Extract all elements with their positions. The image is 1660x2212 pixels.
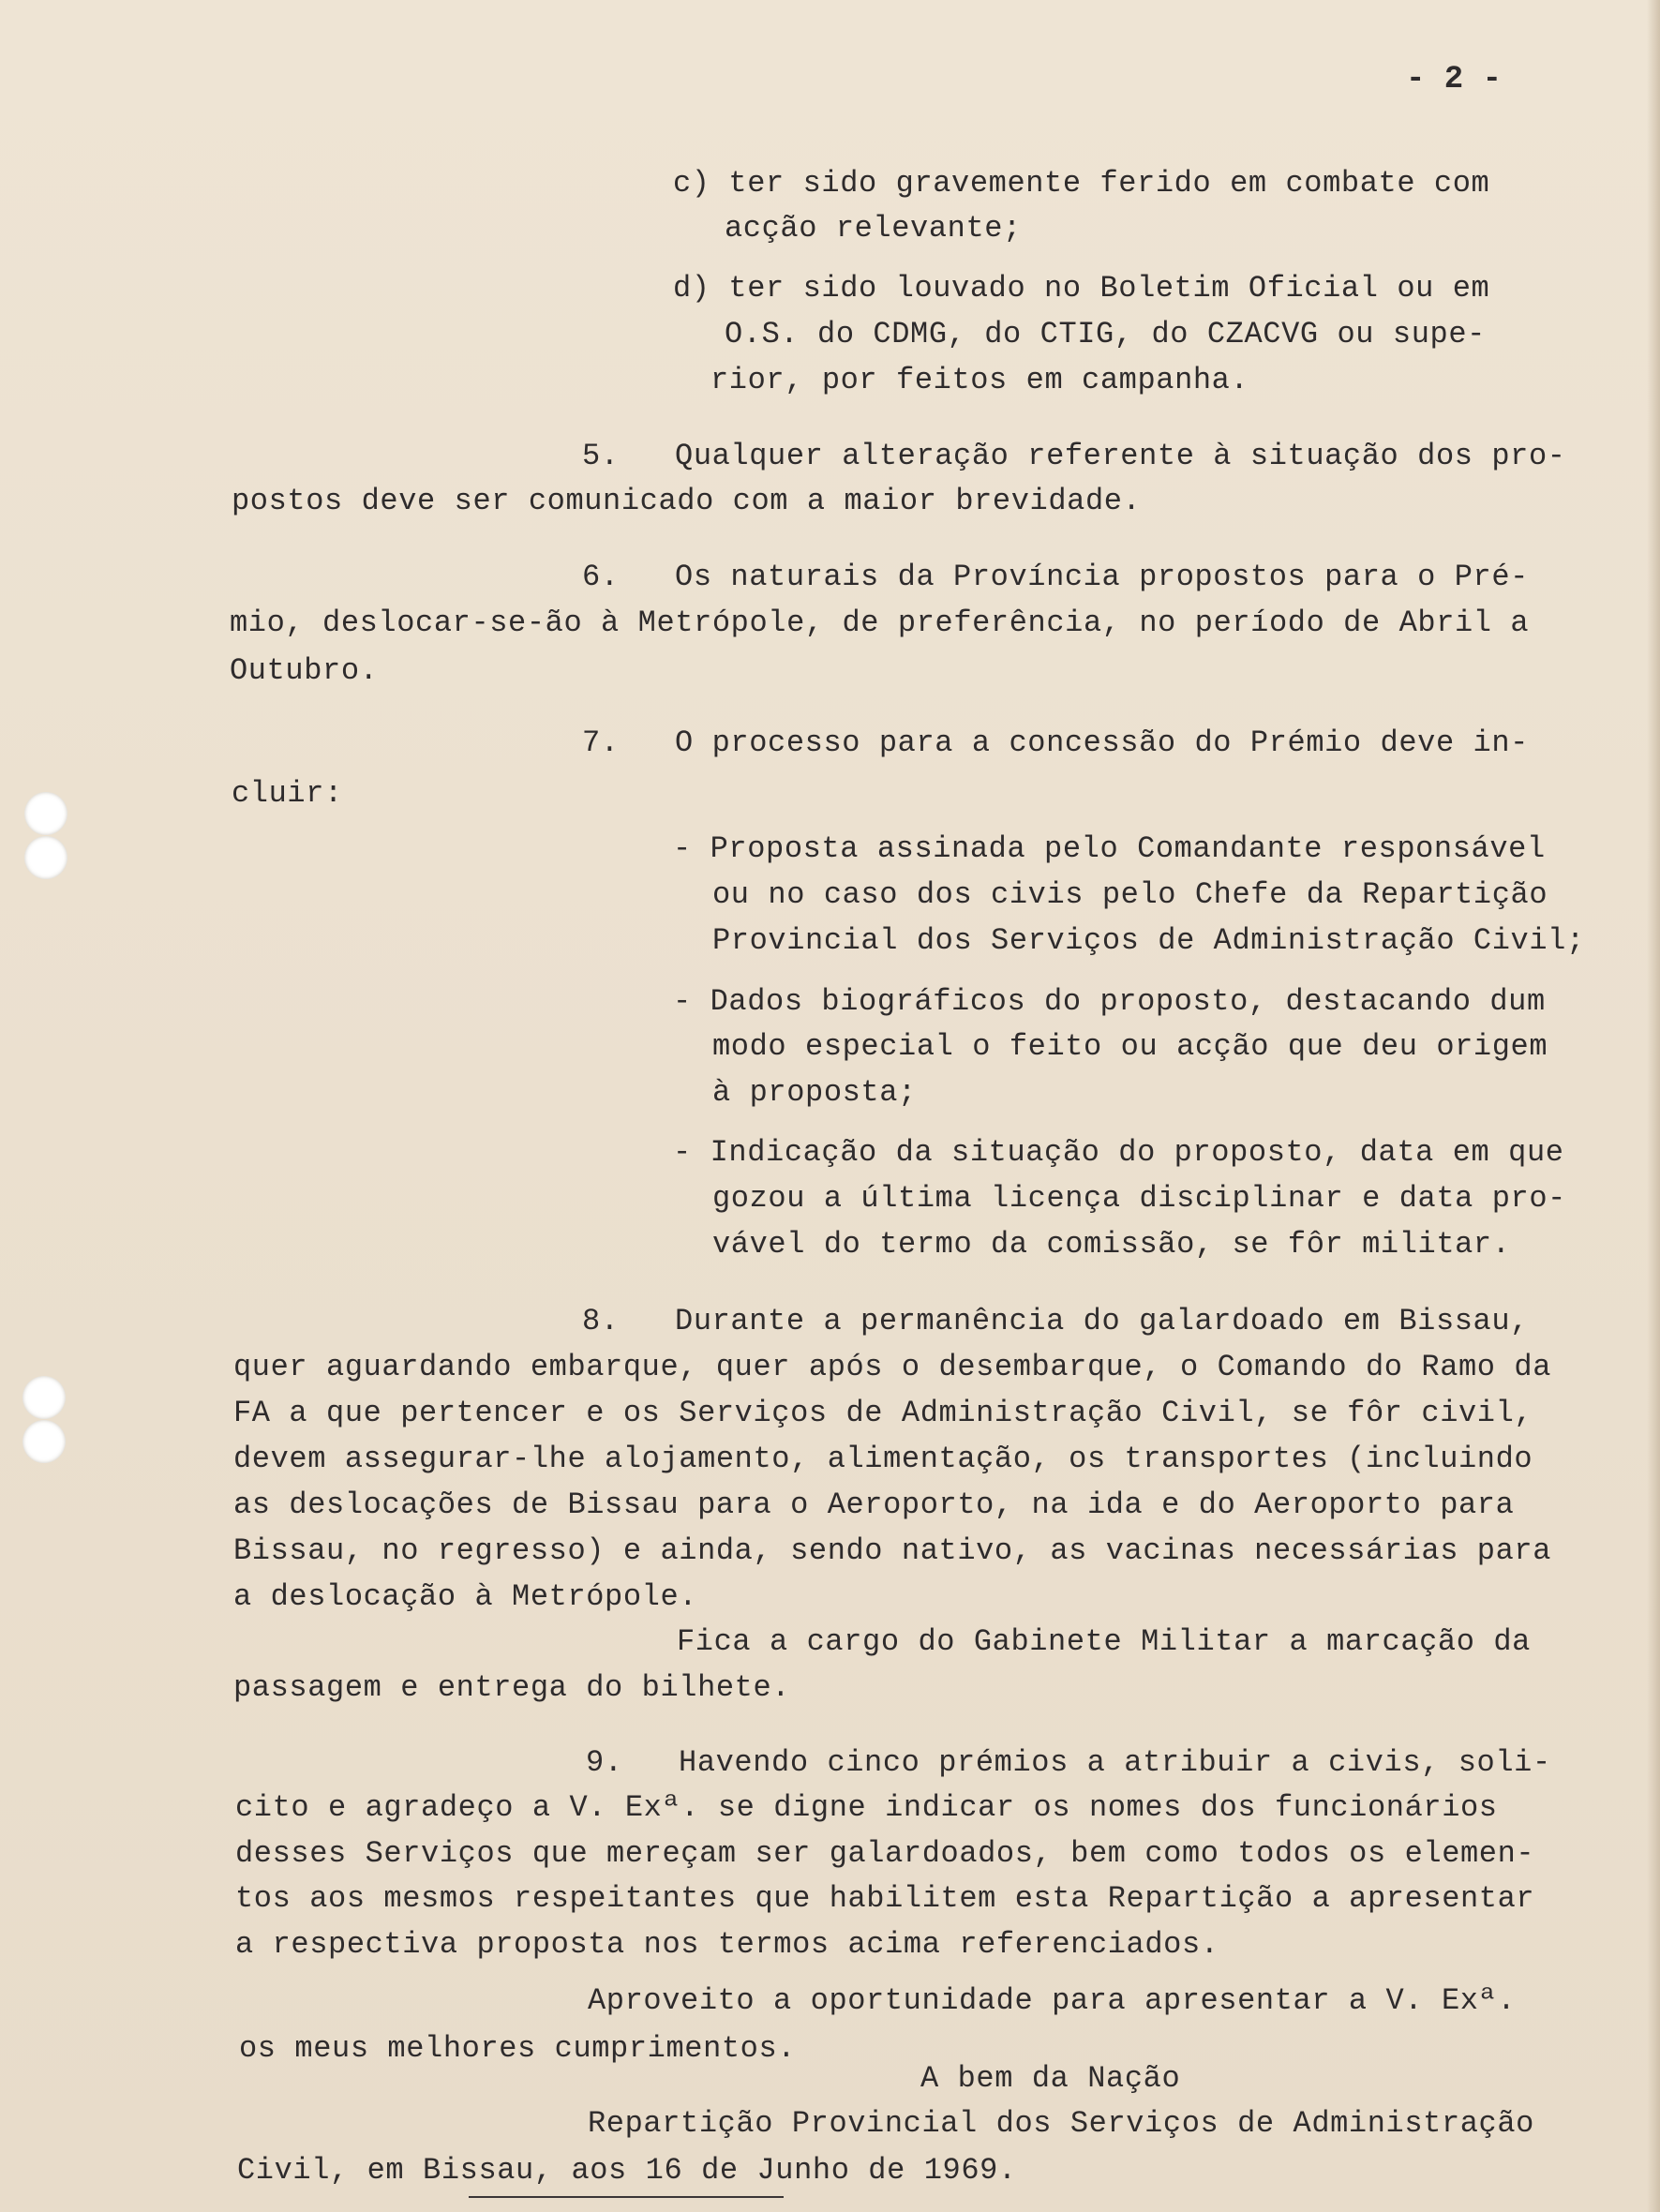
- bullet-2-line-2: modo especial o feito ou acção que deu origem: [712, 1029, 1548, 1064]
- punch-hole-2: [24, 836, 67, 879]
- bullet-1-line-2: ou no caso dos civis pelo Chefe da Repartição: [712, 877, 1548, 912]
- bullet-2-line-1: - Dados biográficos do proposto, destacando dum: [673, 984, 1546, 1019]
- closing-line-2: os meus melhores cumprimentos.: [239, 2031, 797, 2066]
- paragraph-7-line-1: 7. O processo para a concessão do Prémio deve in-: [582, 725, 1529, 760]
- bullet-2-line-3: à proposta;: [712, 1075, 917, 1110]
- bullet-1-line-3: Provincial dos Serviços de Administração Civil;: [712, 923, 1585, 958]
- punch-hole-3: [22, 1376, 66, 1419]
- paragraph-9-line-5: a respectiva proposta nos termos acima referenciados.: [235, 1927, 1219, 1962]
- closing-line-4: Repartição Provincial dos Serviços de Administração: [588, 2106, 1534, 2141]
- paragraph-8-line-1: 8. Durante a permanência do galardoado em Bissau,: [582, 1304, 1529, 1338]
- punch-hole-1: [24, 792, 67, 835]
- bullet-3-line-1: - Indicação da situação do proposto, data em que: [673, 1135, 1564, 1170]
- bullet-3-line-2: gozou a última licença disciplinar e data pro-: [712, 1181, 1566, 1216]
- paragraph-6-line-3: Outubro.: [230, 653, 379, 688]
- paragraph-6-line-2: mio, deslocar-se-ão à Metrópole, de preferência, no período de Abril a: [230, 605, 1530, 640]
- item-d-line-2: O.S. do CDMG, do CTIG, do CZACVG ou supe-: [725, 317, 1486, 351]
- paragraph-8-line-6: Bissau, no regresso) e ainda, sendo nativo, as vacinas necessárias para: [233, 1533, 1552, 1568]
- page-number: - 2 -: [1406, 62, 1503, 97]
- paragraph-8-line-9: passagem e entrega do bilhete.: [233, 1670, 791, 1705]
- closing-line-1: Aproveito a oportunidade para apresentar a V. Exª.: [588, 1983, 1517, 2018]
- paragraph-9-line-4: tos aos mesmos respeitantes que habilitem esta Repartição a apresentar: [235, 1881, 1535, 1916]
- paragraph-8-line-8: Fica a cargo do Gabinete Militar a marcação da: [677, 1624, 1531, 1659]
- paragraph-8-line-7: a deslocação à Metrópole.: [233, 1579, 698, 1614]
- paragraph-8-line-3: FA a que pertencer e os Serviços de Administração Civil, se fôr civil,: [233, 1396, 1533, 1430]
- page-edge-shadow: [1647, 0, 1660, 2212]
- paragraph-8-line-4: devem assegurar-lhe alojamento, alimentação, os transportes (incluindo: [233, 1442, 1533, 1476]
- paragraph-6-line-1: 6. Os naturais da Província propostos para o Pré-: [582, 560, 1529, 594]
- closing-line-5: Civil, em Bissau, aos 16 de Junho de 1969.: [237, 2153, 1017, 2188]
- item-c-line-1: c) ter sido gravemente ferido em combate com: [673, 166, 1490, 201]
- paragraph-9-line-1: 9. Havendo cinco prémios a atribuir a civis, soli-: [586, 1745, 1551, 1780]
- item-c-line-2: acção relevante;: [725, 211, 1022, 246]
- item-d-line-1: d) ter sido louvado no Boletim Oficial ou em: [673, 271, 1490, 306]
- paragraph-9-line-3: desses Serviços que mereçam ser galardoados, bem como todos os elemen-: [235, 1836, 1535, 1871]
- paragraph-9-line-2: cito e agradeço a V. Exª. se digne indicar os nomes dos funcionários: [235, 1790, 1498, 1825]
- handwritten-underline: [469, 2196, 784, 2198]
- paragraph-8-line-2: quer aguardando embarque, quer após o desembarque, o Comando do Ramo da: [233, 1350, 1552, 1384]
- paragraph-5-line-1: 5. Qualquer alteração referente à situação dos pro-: [582, 439, 1566, 473]
- paragraph-7-line-2: cluir:: [232, 776, 343, 811]
- punch-hole-4: [22, 1420, 66, 1463]
- item-d-line-3: rior, por feitos em campanha.: [710, 363, 1249, 397]
- paragraph-8-line-5: as deslocações de Bissau para o Aeroporto, na ida e do Aeroporto para: [233, 1487, 1515, 1522]
- bullet-3-line-3: vável do termo da comissão, se fôr militar.: [712, 1227, 1511, 1262]
- paragraph-5-line-2: postos deve ser comunicado com a maior brevidade.: [232, 484, 1142, 518]
- bullet-1-line-1: - Proposta assinada pelo Comandante responsável: [673, 831, 1546, 866]
- closing-line-3: A bem da Nação: [920, 2061, 1181, 2096]
